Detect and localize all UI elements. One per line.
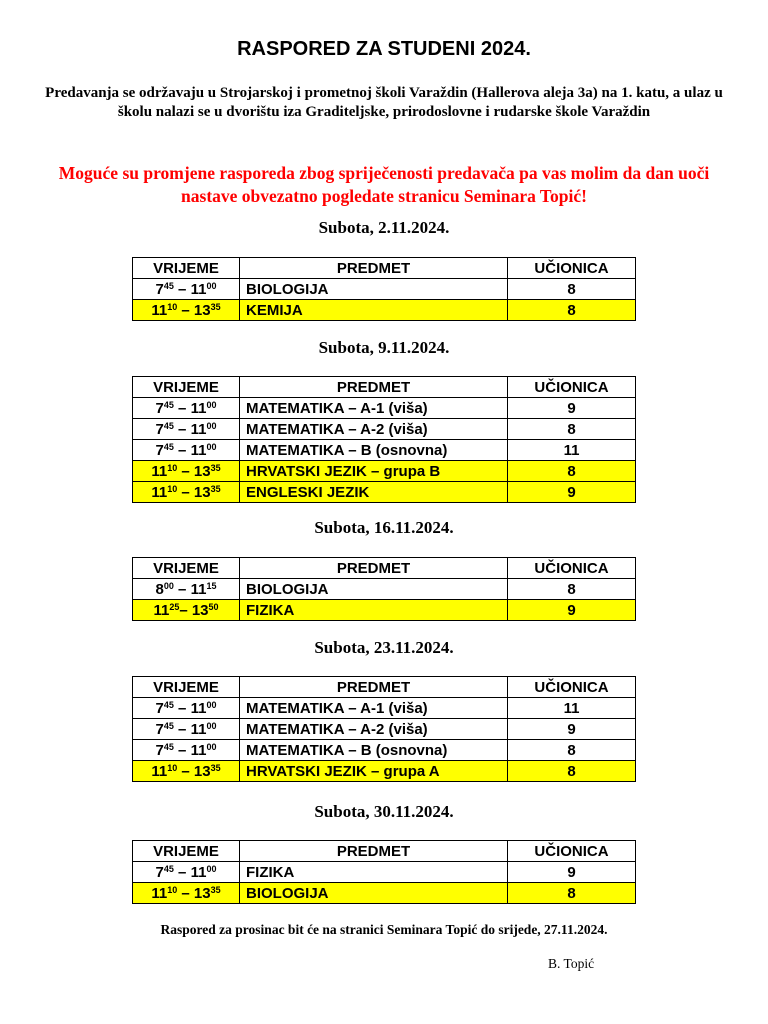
table-row (133, 698, 636, 719)
room-cell: 8 (508, 761, 636, 782)
room-cell: 9 (508, 482, 636, 503)
end-hour: 11 (190, 420, 207, 438)
header-subject: PREDMET (240, 558, 508, 579)
end-minute: 35 (210, 462, 221, 473)
end-hour: 13 (193, 762, 211, 780)
end-hour: 13 (191, 601, 209, 619)
room-cell: 11 (508, 440, 636, 461)
end-hour: 11 (190, 741, 207, 759)
table-row (133, 300, 636, 321)
table-row (133, 419, 636, 440)
header-time: VRIJEME (133, 677, 240, 698)
day-heading: Subota, 30.11.2024. (314, 802, 454, 821)
day-heading: Subota, 9.11.2024. (318, 338, 450, 357)
start-hour: 7 (155, 699, 164, 717)
table-row (133, 600, 636, 621)
room-cell: 9 (508, 862, 636, 883)
end-minute: 15 (206, 580, 217, 591)
time-cell: $11^{10} - 13^{35}$ (133, 482, 240, 503)
table-header-row (133, 258, 636, 279)
start-hour: 11 (151, 762, 168, 780)
time-cell: $7^{45} - 11^{00}$ (133, 698, 240, 719)
header-time: VRIJEME (133, 841, 240, 862)
start-hour: 7 (155, 420, 164, 438)
start-minute: 45 (163, 399, 174, 410)
time-cell: $11^{10} - 13^{35}$ (133, 883, 240, 904)
day-heading: Subota, 2.11.2024. (318, 218, 450, 237)
room-cell: 8 (508, 300, 636, 321)
table-row (133, 440, 636, 461)
table-row (133, 579, 636, 600)
time-cell: $11^{10} - 13^{35}$ (133, 461, 240, 482)
table-header-row (133, 841, 636, 862)
start-minute: 10 (167, 762, 178, 773)
start-minute: 45 (163, 741, 174, 752)
start-minute: 25 (169, 601, 180, 612)
subject-cell: BIOLOGIJA (240, 579, 508, 600)
start-hour: 7 (155, 399, 164, 417)
end-hour: 13 (193, 884, 211, 902)
start-minute: 45 (163, 863, 174, 874)
warning-notice: Moguće su promjene rasporeda zbog spriječenosti predavača pa vas molim da dan uoči nastave obvezatno pogledate stranicu Seminara Topić! (58, 163, 710, 206)
room-cell: 8 (508, 461, 636, 482)
time-cell: $7^{45} - 11^{00}$ (133, 440, 240, 461)
end-hour: 11 (190, 399, 207, 417)
end-hour: 11 (190, 720, 207, 738)
header-room: UČIONICA (508, 558, 636, 579)
end-minute: 35 (210, 762, 221, 773)
table-row (133, 279, 636, 300)
time-cell: $7^{45} - 11^{00}$ (133, 862, 240, 883)
end-minute: 50 (208, 601, 219, 612)
start-minute: 00 (163, 580, 174, 591)
room-cell: 9 (508, 600, 636, 621)
start-hour: 7 (155, 441, 164, 459)
room-cell: 11 (508, 698, 636, 719)
start-hour: 7 (155, 720, 164, 738)
subject-cell: MATEMATIKA – A-2 (viša) (240, 719, 508, 740)
start-minute: 45 (163, 441, 174, 452)
end-hour: 13 (193, 301, 211, 319)
start-minute: 45 (163, 280, 174, 291)
schedule-table (132, 840, 636, 904)
subject-cell: HRVATSKI JEZIK – grupa A (240, 761, 508, 782)
header-time: VRIJEME (133, 377, 240, 398)
subject-cell: HRVATSKI JEZIK – grupa B (240, 461, 508, 482)
table-header-row (133, 377, 636, 398)
end-minute: 00 (206, 720, 217, 731)
table-row (133, 883, 636, 904)
table-row (133, 398, 636, 419)
end-minute: 00 (206, 863, 217, 874)
end-minute: 35 (210, 301, 221, 312)
end-minute: 00 (206, 420, 217, 431)
time-cell: $7^{45} - 11^{00}$ (133, 279, 240, 300)
room-cell: 8 (508, 883, 636, 904)
schedule-table (132, 257, 636, 321)
table-row (133, 862, 636, 883)
subject-cell: KEMIJA (240, 300, 508, 321)
end-hour: 11 (190, 441, 207, 459)
end-minute: 35 (210, 884, 221, 895)
time-cell: $11^{10} - 13^{35}$ (133, 300, 240, 321)
header-time: VRIJEME (133, 558, 240, 579)
start-hour: 11 (151, 884, 168, 902)
end-minute: 00 (206, 280, 217, 291)
subject-cell: MATEMATIKA – A-1 (viša) (240, 698, 508, 719)
end-minute: 00 (206, 441, 217, 452)
end-hour: 13 (193, 483, 211, 501)
header-room: UČIONICA (508, 377, 636, 398)
end-minute: 35 (210, 483, 221, 494)
subject-cell: FIZIKA (240, 862, 508, 883)
header-subject: PREDMET (240, 841, 508, 862)
end-hour: 11 (190, 699, 207, 717)
header-room: UČIONICA (508, 841, 636, 862)
start-minute: 45 (163, 699, 174, 710)
end-minute: 00 (206, 699, 217, 710)
table-header-row (133, 558, 636, 579)
subject-cell: MATEMATIKA – A-1 (viša) (240, 398, 508, 419)
table-row (133, 482, 636, 503)
table-row (133, 461, 636, 482)
page-title: RASPORED ZA STUDENI 2024. (237, 38, 531, 60)
time-cell: $7^{45} - 11^{00}$ (133, 419, 240, 440)
end-hour: 11 (190, 580, 207, 598)
table-row (133, 740, 636, 761)
start-minute: 45 (163, 720, 174, 731)
room-cell: 8 (508, 579, 636, 600)
intro-text: Predavanja se održavaju u Strojarskoj i prometnoj školi Varaždin (Hallerova aleja 3a) na 1. katu, a ulaz u školu nalazi se u dvorištu iza Graditeljske, prirodoslovne i rudarske škole Varaždin (45, 85, 723, 120)
subject-cell: FIZIKA (240, 600, 508, 621)
room-cell: 8 (508, 740, 636, 761)
start-minute: 10 (167, 462, 178, 473)
start-minute: 10 (167, 483, 178, 494)
table-row (133, 719, 636, 740)
schedule-table (132, 376, 636, 503)
subject-cell: MATEMATIKA – A-2 (viša) (240, 419, 508, 440)
room-cell: 9 (508, 719, 636, 740)
start-minute: 10 (167, 301, 178, 312)
start-hour: 11 (151, 301, 168, 319)
time-cell: $7^{45} - 11^{00}$ (133, 398, 240, 419)
start-hour: 7 (155, 741, 164, 759)
header-room: UČIONICA (508, 677, 636, 698)
header-time: VRIJEME (133, 258, 240, 279)
time-cell: $11^{10} - 13^{35}$ (133, 761, 240, 782)
subject-cell: BIOLOGIJA (240, 279, 508, 300)
table-header-row (133, 677, 636, 698)
room-cell: 9 (508, 398, 636, 419)
header-subject: PREDMET (240, 258, 508, 279)
room-cell: 8 (508, 279, 636, 300)
table-row (133, 761, 636, 782)
start-minute: 45 (163, 420, 174, 431)
day-heading: Subota, 16.11.2024. (314, 518, 454, 537)
footer-note: Raspored za prosinac bit će na stranici Seminara Topić do srijede, 27.11.2024. (160, 922, 608, 937)
start-hour: 11 (153, 601, 170, 619)
header-room: UČIONICA (508, 258, 636, 279)
day-heading: Subota, 23.11.2024. (314, 638, 454, 657)
start-minute: 10 (167, 884, 178, 895)
schedule-table (132, 557, 636, 621)
end-minute: 00 (206, 741, 217, 752)
start-hour: 8 (155, 580, 164, 598)
end-hour: 13 (193, 462, 211, 480)
end-minute: 00 (206, 399, 217, 410)
end-hour: 11 (190, 280, 207, 298)
signature: B. Topić (548, 956, 595, 971)
time-cell: $11^{25}-$ $13^{50}$ (133, 600, 240, 621)
subject-cell: MATEMATIKA – B (osnovna) (240, 440, 508, 461)
start-hour: 7 (155, 280, 164, 298)
subject-cell: MATEMATIKA – B (osnovna) (240, 740, 508, 761)
header-subject: PREDMET (240, 377, 508, 398)
schedule-table (132, 676, 636, 782)
start-hour: 7 (155, 863, 164, 881)
start-hour: 11 (151, 462, 168, 480)
room-cell: 8 (508, 419, 636, 440)
start-hour: 11 (151, 483, 168, 501)
subject-cell: ENGLESKI JEZIK (240, 482, 508, 503)
time-cell: $7^{45} - 11^{00}$ (133, 740, 240, 761)
time-cell: $7^{45} - 11^{00}$ (133, 719, 240, 740)
end-hour: 11 (190, 863, 207, 881)
subject-cell: BIOLOGIJA (240, 883, 508, 904)
time-cell: $8^{00} - 11^{15}$ (133, 579, 240, 600)
header-subject: PREDMET (240, 677, 508, 698)
